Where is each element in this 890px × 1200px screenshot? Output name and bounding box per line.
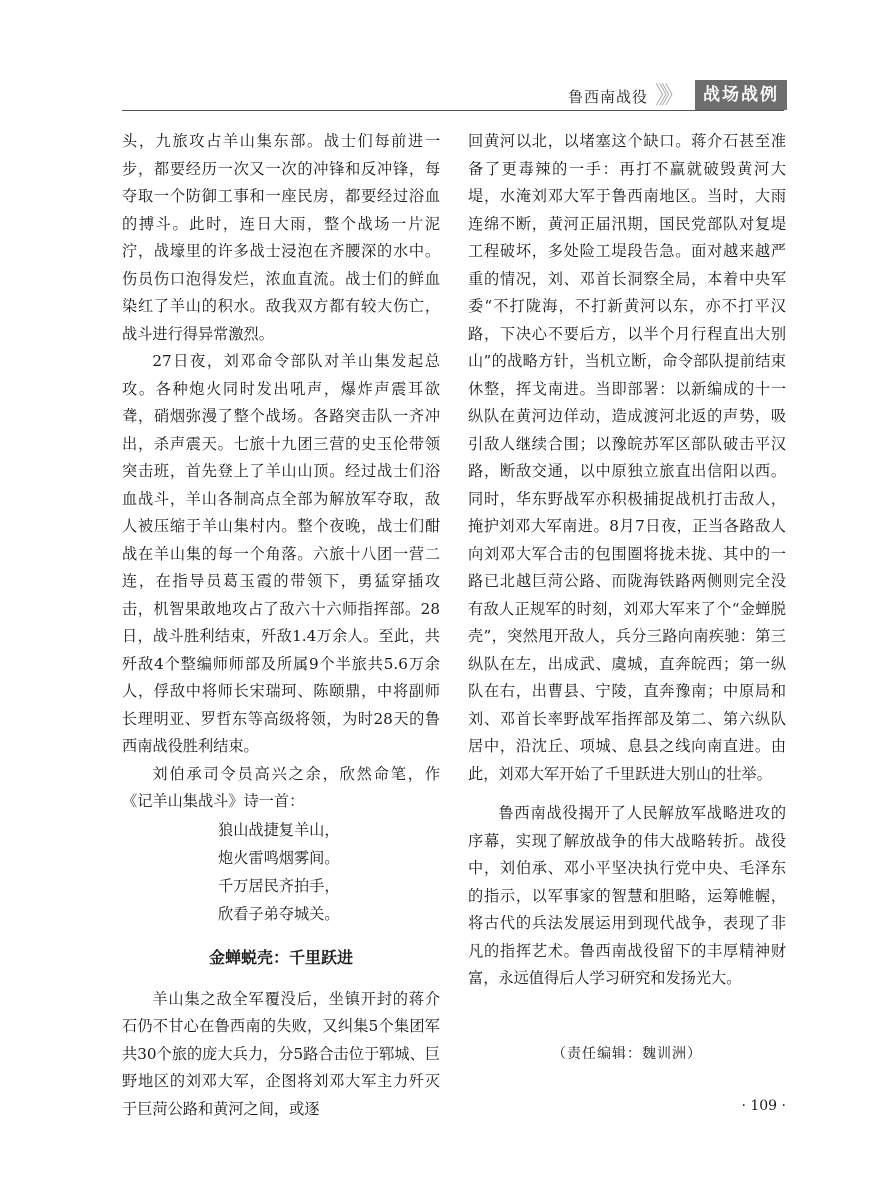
right-column [468,128,786,993]
poem-line: 欣看子弟夺城关。 [218,904,340,923]
page-number: · 109 · [741,1098,786,1114]
paragraph: 回黄河以北，以堵塞这个缺口。蒋介石甚至准备了更毒辣的一手：再打不赢就破毁黄河大堤，水淹刘邓大军于鲁西南地区。当时，大雨连绵不断，黄河正届汛期，国民党部队对复堤工程破坏，多处险工堤段告急。面对越来越严重的情况，刘、邓首长洞察全局，本着中央军委“不打陇海，不打新黄河以东，亦不打平汉路，下决心不要后方，以半个月行程直出大别山”的战略方针，当机立断，命令部队提前结束休整，挥戈南进。当即部署：以新编成的十一纵队在黄河边佯动，造成渡河北返的声势，吸引敌人继续合围；以豫皖苏军区部队破击平汉路，断敌交通，以中原独立旅直出信阳以西。同时，华东野战军亦积极捕捉战机打击敌人，掩护刘邓大军南进。8月7日夜，正当各路敌人向刘邓大军合击的包围圈将拢未拢、其中的一路已北越巨菏公路、而陇海铁路两侧则完全没有敌人正规军的时刻，刘邓大军来了个“金蝉脱壳”，突然甩开敌人，兵分三路向南疾驰：第三纵队在左，出成武、虞城，直奔皖西；第一纵队在右，出曹县、宁陵，直奔豫南；中原局和刘、邓首长率野战军指挥部及第二、第六纵队居中，沿沈丘、项城、息县之线向南直进。由此，刘邓大军开始了千里跃进大别山的壮举。 [468,132,786,783]
poem [122,816,440,928]
section-subheading: 金蝉蜕壳：千里跃进 [208,947,353,967]
running-header [0,80,890,114]
editor-note: （责任编辑：魏训洲） [552,1046,702,1062]
left-column [122,128,440,1123]
poem-line: 炮火雷鸣烟雾间。 [218,848,340,867]
paragraph: 27日夜，刘邓命令部队对羊山集发起总攻。各种炮火同时发出吼声，爆炸声震耳欲聋，硝烟弥漫了整个战场。各路突击队一齐冲出，杀声震天。七旅十九团三营的史玉伦带领突击班，首先登上了羊山山顶。经过战士们浴血战斗，羊山各制高点全部为解放军夺取，敌人被压缩于羊山集村内。整个夜晚，战士们酣战在羊山集的每一个角落。六旅十八团一营二连，在指导员葛玉霞的带领下，勇猛穿插攻击，机智果敢地攻占了敌六十六师指挥部。28日，战斗胜利结束，歼敌1.4万余人。至此，共歼敌4个整编师师部及所属9个半旅共5.6万余人，俘敌中将师长宋瑞珂、陈颐鼎，中将副师长理明亚、罗哲东等高级将领，为时28天的鲁西南战役胜利结束。 [122,352,440,755]
column-label: 战场战例 [695,80,787,110]
poem-line: 狼山战捷复羊山， [218,820,340,839]
double-chevron-icon: 》》 [655,81,679,109]
paragraph: 羊山集之敌全军覆没后，坐镇开封的蒋介石仍不甘心在鲁西南的失败，又纠集5个集团军共30个旅的庞大兵力，分5路合击位于郓城、巨野地区的刘邓大军，企图将刘邓大军主力歼灭于巨菏公路和黄河之间，或逐 [122,989,440,1118]
paragraph: 鲁西南战役揭开了人民解放军战略进攻的序幕，实现了解放战争的伟大战略转折。战役中，刘伯承、邓小平坚决执行党中央、毛泽东的指示，以军事家的智慧和胆略，运筹帷幄，将古代的兵法发展运用到现代战争，表现了非凡的指挥艺术。鲁西南战役留下的丰厚精神财富，永远值得后人学习研究和发扬光大。 [468,804,786,987]
paragraph: 头，九旅攻占羊山集东部。战士们每前进一步，都要经历一次又一次的冲锋和反冲锋，每夺取一个防御工事和一座民房，都要经过浴血的搏斗。此时，连日大雨，整个战场一片泥泞，战壕里的许多战士浸泡在齐腰深的水中。伤员伤口泡得发烂，浓血直流。战士们的鲜血染红了羊山的积水。敌我双方都有较大伤亡，战斗进行得异常激烈。 [122,132,440,343]
header-section-title: 鲁西南战役 [568,88,649,106]
header-rule [122,110,784,111]
paragraph: 刘伯承司令员高兴之余，欣然命笔，作《记羊山集战斗》诗一首： [122,764,440,810]
poem-line: 千万居民齐拍手， [218,876,340,895]
